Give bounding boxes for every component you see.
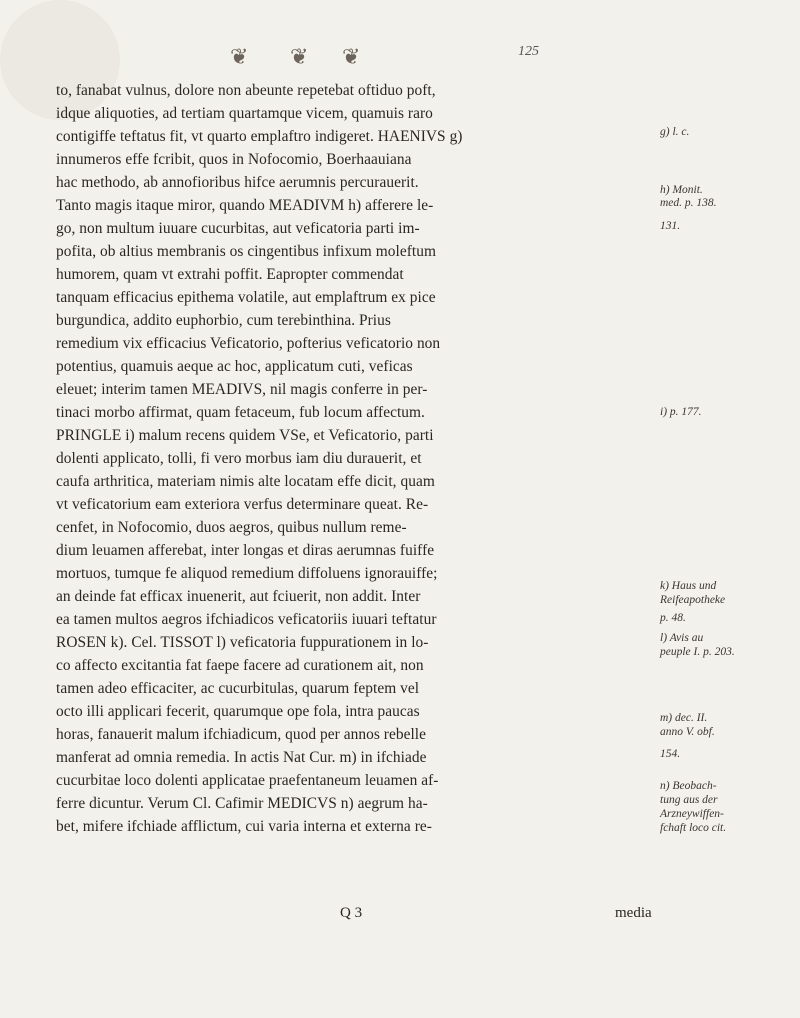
- ornament-icon: ❦: [230, 44, 247, 69]
- margin-note: Arzneywiffen-: [660, 808, 724, 820]
- text-line: pofita, ob altius membranis os cingentibus infixum moleftum: [56, 243, 436, 260]
- signature-mark: Q 3: [340, 905, 363, 921]
- text-line: hac methodo, ab annofioribus hifce aerumnis percurauerit.: [56, 174, 419, 191]
- margin-note: m) dec. II.: [660, 712, 708, 724]
- margin-note: anno V. obf.: [660, 726, 715, 738]
- text-line: burgundica, addito euphorbio, cum terebinthina. Prius: [56, 312, 391, 329]
- margin-note: 131.: [660, 220, 681, 232]
- margin-note: p. 48.: [660, 612, 686, 624]
- text-line: ea tamen multos aegros ifchiadicos veficatoriis iuuari teftatur: [56, 611, 437, 628]
- text-line: caufa arthritica, materiam nimis alte locatam effe dicit, quam: [56, 473, 435, 490]
- margin-note: n) Beobach-: [660, 780, 717, 792]
- text-line: octo illi applicari fecerit, quarumque ope fola, intra paucas: [56, 703, 420, 720]
- text-line: vt veficatorium eam exteriora verfus determinare queat. Re-: [56, 496, 429, 513]
- text-line: contigiffe teftatus fit, vt quarto emplaftro indigeret. HAENIVS g): [56, 128, 463, 145]
- text-line: cenfet, in Nofocomio, duos aegros, quibus nullum reme-: [56, 519, 407, 536]
- page-number: 125: [518, 44, 539, 59]
- margin-note: med. p. 138.: [660, 197, 717, 209]
- text-line: ROSEN k). Cel. TISSOT l) veficatoria fuppurationem in lo-: [56, 634, 429, 651]
- margin-note: h) Monit.: [660, 184, 703, 196]
- text-line: ferre dicuntur. Verum Cl. Cafimir MEDICVS n) aegrum ha-: [56, 795, 428, 812]
- text-line: tanquam efficacius epithema volatile, aut emplaftrum ex pice: [56, 289, 436, 306]
- text-line: innumeros effe fcribit, quos in Nofocomio, Boerhaauiana: [56, 151, 412, 168]
- catchword: media: [615, 905, 652, 921]
- margin-note: g) l. c.: [660, 126, 690, 138]
- text-line: humorem, quam vt extrahi poffit. Eapropter commendat: [56, 266, 404, 283]
- margin-note: i) p. 177.: [660, 406, 702, 418]
- text-line: manferat ad omnia remedia. In actis Nat Cur. m) in ifchiade: [56, 749, 427, 766]
- text-line: mortuos, tumque fe aliquod remedium diffoluens ignorauiffe;: [56, 565, 438, 582]
- text-line: go, non multum iuuare cucurbitas, aut veficatoria parti im-: [56, 220, 420, 237]
- margin-note: 154.: [660, 748, 681, 760]
- paper-stain: [0, 0, 120, 120]
- ornament-icon: ❦: [290, 44, 307, 69]
- text-line: remedium vix efficacius Veficatorio, pofterius veficatorio non: [56, 335, 441, 352]
- margin-note: l) Avis au: [660, 632, 704, 644]
- text-line: bet, mifere ifchiade afflictum, cui varia interna et externa re-: [56, 818, 432, 835]
- text-line: tinaci morbo affirmat, quam fetaceum, fub locum affectum.: [56, 404, 425, 421]
- text-line: co affecto excitantia fat faepe facere ad curationem ait, non: [56, 657, 424, 674]
- margin-note: fchaft loco cit.: [660, 822, 727, 834]
- ornament-icon: ❦: [342, 44, 359, 69]
- text-line: eleuet; interim tamen MEADIVS, nil magis conferre in per-: [56, 381, 428, 398]
- margin-note: tung aus der: [660, 794, 718, 806]
- text-line: to, fanabat vulnus, dolore non abeunte repetebat oftiduo poft,: [56, 82, 436, 99]
- text-line: an deinde fat efficax inuenerit, aut fciuerit, non addit. Inter: [56, 588, 421, 605]
- text-line: Tanto magis itaque miror, quando MEADIVM h) afferere le-: [56, 197, 434, 214]
- text-line: PRINGLE i) malum recens quidem VSe, et Veficatorio, parti: [56, 427, 434, 444]
- text-line: dium leuamen afferebat, inter longas et diras aerumnas fuiffe: [56, 542, 435, 559]
- margin-note: peuple I. p. 203.: [660, 646, 735, 658]
- margin-note: Reifeapotheke: [660, 594, 726, 606]
- text-line: cucurbitae loco dolenti applicatae praefentaneum leuamen af-: [56, 772, 439, 789]
- header-ornaments: [220, 44, 460, 72]
- text-line: idque aliquoties, ad tertiam quartamque vicem, quamuis raro: [56, 105, 433, 122]
- text-line: dolenti applicato, tolli, fi vero morbus iam diu durauerit, et: [56, 450, 422, 467]
- text-line: potentius, quamuis aeque ac hoc, applicatum cuti, veficas: [56, 358, 413, 375]
- text-line: tamen adeo efficaciter, ac cucurbitulas, quarum feptem vel: [56, 680, 420, 697]
- margin-note: k) Haus und: [660, 580, 717, 592]
- text-line: horas, fanauerit malum ifchiadicum, quod per annos rebelle: [56, 726, 427, 743]
